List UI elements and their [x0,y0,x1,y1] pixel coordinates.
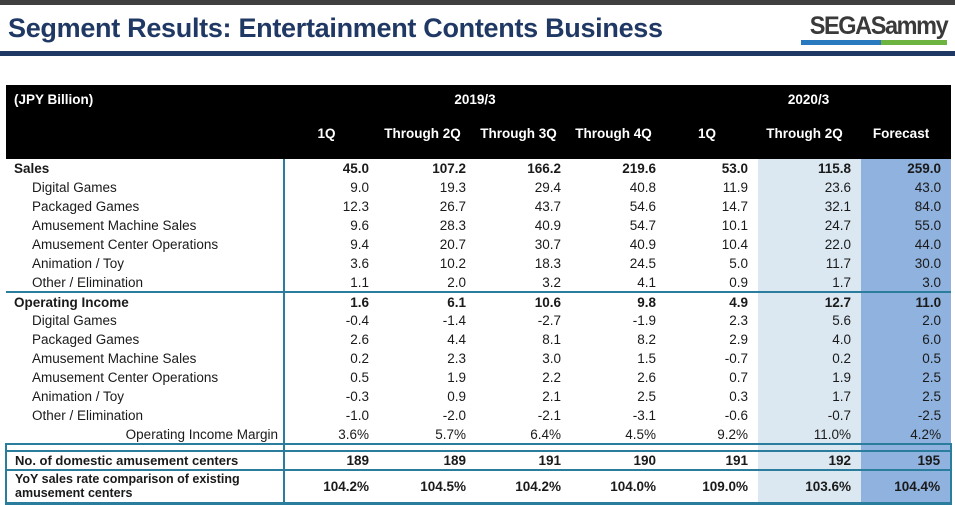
cell: 3.0 [542,351,561,366]
cell: 219.6 [622,161,657,176]
cell: 0.5 [861,349,951,368]
table-body [6,159,951,503]
row-label: Digital Games [6,311,284,330]
cell: 191 [666,451,758,470]
cell: 54.6 [629,199,657,214]
cell: 2.5 [861,387,951,406]
cell: 18.3 [534,256,561,271]
table-row [6,197,951,216]
row-label: Packaged Games [6,197,284,216]
cell: 55.0 [861,216,951,235]
slide-header [0,5,955,51]
cell: -0.3 [345,389,369,404]
cell: 2.3 [447,351,466,366]
cell: 104.2% [284,470,379,503]
cell: 26.7 [439,199,466,214]
row-label: Other / Elimination [6,406,284,425]
cell: -0.4 [345,313,369,328]
cell [666,444,758,451]
cell: 2.5 [861,368,951,387]
cell: 2.2 [542,370,561,385]
cell: 104.4% [861,470,951,503]
cell: 8.1 [542,332,561,347]
cell: 84.0 [861,197,951,216]
cell: 3.0 [861,273,951,292]
table-row [6,254,951,273]
cell: 24.7 [758,216,861,235]
cell: 103.6% [758,470,861,503]
table-row [6,159,951,178]
cell: 11.9 [722,180,749,195]
table-row [6,368,951,387]
table-row [6,387,951,406]
cell: 40.8 [629,180,657,195]
cell: 3.2 [542,274,561,290]
cell: 104.0% [571,470,666,503]
cell: 189 [379,451,476,470]
segment-results-table [5,85,952,505]
cell [284,444,379,451]
cell: -0.7 [724,351,749,366]
cell: 2.0 [861,311,951,330]
cell: 4.0 [758,330,861,349]
logo-bar-blue-segment [801,40,881,45]
cell: -2.5 [861,406,951,425]
cell: 109.0% [666,470,758,503]
cell [861,444,951,451]
cell: 23.6 [758,178,861,197]
cell: 30.0 [861,254,951,273]
row-label: YoY sales rate comparison of existing amusement centers [6,470,284,503]
year-header-2019: 2019/3 [284,85,666,112]
cell [476,444,571,451]
cell: -2.0 [442,408,466,423]
row-label: Amusement Center Operations [6,235,284,254]
cell: 30.7 [534,237,561,252]
cell: 1.7 [758,387,861,406]
table-row [6,349,951,368]
cell: 189 [284,451,379,470]
cell: 43.7 [534,199,561,214]
cell: 19.3 [439,180,466,195]
cell: -3.1 [632,408,657,423]
cell: 11.0 [861,292,951,311]
cell: 0.2 [350,351,369,366]
cell: 6.0 [861,330,951,349]
table-row [6,216,951,235]
table-header [6,85,951,159]
cell: 40.9 [534,218,561,233]
cell: 9.0 [350,180,369,195]
cell [571,444,666,451]
cell: -1.4 [442,313,466,328]
cell: 5.7% [435,426,466,442]
cell: 20.7 [439,237,466,252]
cell: 4.1 [637,274,657,290]
cell: 2.3 [729,313,749,328]
cell: 40.9 [629,237,657,252]
row-label: Operating Income [6,292,284,311]
cell: 2.6 [637,370,657,385]
cell: 1.5 [637,351,657,366]
cell: 104.5% [379,470,476,503]
col-header-through-3q-2019: Through 3Q [476,112,571,159]
cell: 2.6 [350,332,369,347]
cell: 5.0 [729,256,749,271]
table-row [6,470,951,503]
cell [379,444,476,451]
spacer-row [6,444,951,451]
logo-underline-bar [801,40,947,45]
cell: 2.0 [447,274,466,290]
cell: 29.4 [534,180,561,195]
row-label: Amusement Machine Sales [6,216,284,235]
column-header-row [6,112,951,159]
cell: 9.8 [571,292,666,311]
cell: -0.6 [724,408,749,423]
cell: 11.7 [758,254,861,273]
cell: 8.2 [637,332,657,347]
row-label: Packaged Games [6,330,284,349]
col-header-forecast: Forecast [861,112,951,159]
cell: 10.6 [476,292,571,311]
cell: 14.7 [721,199,749,214]
segasammy-logo [801,11,947,45]
cell: 195 [861,451,951,470]
cell: 0.9 [447,389,466,404]
cell: 259.0 [861,159,951,178]
table-row [6,292,951,311]
table-row [6,451,951,470]
row-label [6,444,284,451]
table-row [6,330,951,349]
year-header-2020: 2020/3 [666,85,951,112]
cell: 191 [476,451,571,470]
cell: 6.1 [379,292,476,311]
col-header-through-2q-2020: Through 2Q [758,112,861,159]
cell: 190 [571,451,666,470]
table-row [6,406,951,425]
cell: 0.7 [729,370,749,385]
col-header-1q-2019: 1Q [284,112,379,159]
col-header-1q-2020: 1Q [666,112,758,159]
cell: 1.7 [758,273,861,292]
row-label: Sales [6,159,284,178]
cell: 4.5% [625,426,657,442]
cell: -2.7 [537,313,561,328]
row-label: Animation / Toy [6,387,284,406]
year-header-row [6,85,951,112]
cell: -2.1 [537,408,561,423]
cell: 192 [758,451,861,470]
cell: 5.6 [758,311,861,330]
cell: 1.6 [284,292,379,311]
cell: 115.8 [758,159,861,178]
cell: 0.9 [729,274,749,290]
cell: 32.1 [758,197,861,216]
title-underline [0,51,955,56]
cell: -1.9 [632,313,657,328]
row-label: No. of domestic amusement centers [6,451,284,470]
cell: 28.3 [439,218,466,233]
table-row [6,273,951,292]
row-label: Other / Elimination [6,273,284,292]
cell: 0.3 [729,389,749,404]
cell: 1.9 [758,368,861,387]
table-row [6,425,951,444]
cell: -1.0 [345,408,369,423]
cell: 2.5 [637,389,657,404]
row-label: Amusement Center Operations [6,368,284,387]
cell: 44.0 [861,235,951,254]
logo-bar-green-segment [881,40,947,45]
cell: 3.6 [350,256,369,271]
cell: 10.2 [439,256,466,271]
label-column-header [6,112,284,159]
cell: 3.6% [338,426,369,442]
cell: 2.1 [542,389,561,404]
cell: 0.5 [350,370,369,385]
cell: 9.2% [717,426,749,442]
cell: 0.2 [758,349,861,368]
col-header-through-2q-2019: Through 2Q [379,112,476,159]
cell: 104.2% [476,470,571,503]
cell: 11.0% [758,425,861,444]
cell: 1.1 [350,274,369,290]
segasammy-logo-text: SEGASammy [809,11,947,40]
cell: 53.0 [721,161,749,176]
table-row [6,311,951,330]
cell: 10.4 [721,237,749,252]
unit-label: (JPY Billion) [6,85,284,112]
table-row [6,178,951,197]
cell: 4.2% [861,425,951,444]
cell: 4.4 [447,332,466,347]
cell: 43.0 [861,178,951,197]
cell: 12.7 [758,292,861,311]
row-label: Digital Games [6,178,284,197]
row-label: Operating Income Margin [6,425,284,444]
table-row [6,235,951,254]
row-label: Animation / Toy [6,254,284,273]
cell: 22.0 [758,235,861,254]
cell [758,444,861,451]
cell: 9.6 [350,218,369,233]
cell: 10.1 [721,218,749,233]
cell: 1.9 [447,370,466,385]
cell: 166.2 [527,161,561,176]
cell: 54.7 [629,218,657,233]
cell: 6.4% [530,426,561,442]
cell: 12.3 [342,199,369,214]
cell: 45.0 [342,161,369,176]
cell: 9.4 [350,237,369,252]
cell: -0.7 [758,406,861,425]
cell: 2.9 [729,332,749,347]
page-title: Segment Results: Entertainment Contents Business [8,12,663,43]
cell: 107.2 [432,161,466,176]
col-header-through-4q-2019: Through 4Q [571,112,666,159]
cell: 24.5 [629,256,657,271]
cell: 4.9 [666,292,758,311]
row-label: Amusement Machine Sales [6,349,284,368]
